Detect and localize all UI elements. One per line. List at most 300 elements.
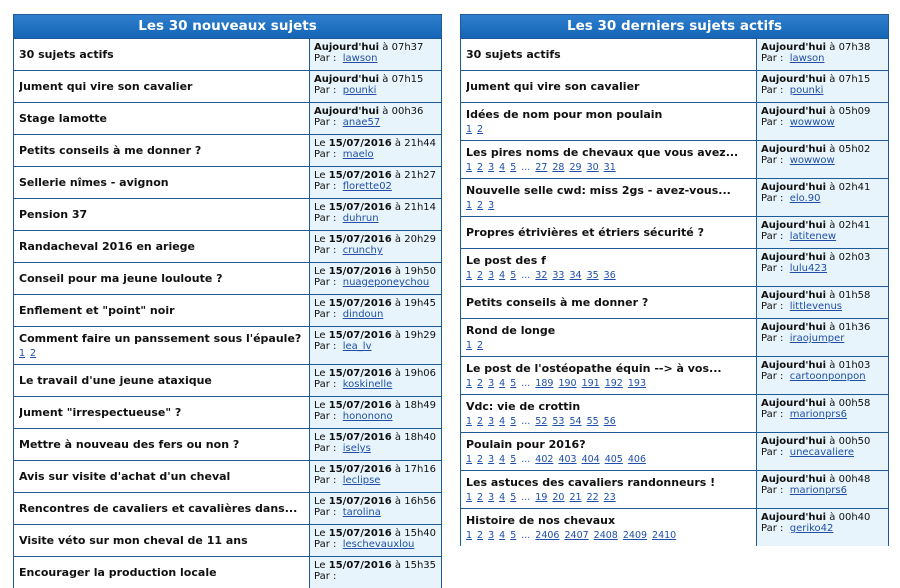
- page-link[interactable]: 56: [603, 416, 616, 427]
- post-time: 07h15: [391, 74, 424, 85]
- topic-cell: [461, 509, 757, 546]
- page-link[interactable]: 55: [586, 416, 599, 427]
- topic-title-link[interactable]: 30 sujets actifs: [466, 48, 561, 61]
- topic-cell: [14, 557, 310, 588]
- topic-row: [14, 460, 441, 492]
- author-link[interactable]: florette02: [342, 181, 392, 192]
- author-link[interactable]: iraojumper: [789, 333, 845, 344]
- at-label: à: [394, 400, 402, 411]
- post-time: 07h15: [838, 74, 871, 85]
- topic-title-link[interactable]: Stage lamotte: [19, 112, 107, 125]
- topic-cell: [14, 397, 310, 428]
- page-link[interactable]: 404: [581, 454, 600, 465]
- post-time: 15h35: [404, 560, 437, 571]
- last-post-info: [310, 263, 441, 294]
- last-post-date: [314, 464, 441, 475]
- topic-pagination: [466, 340, 751, 351]
- topic-cell: [461, 179, 757, 216]
- post-day: Aujourd'hui: [761, 436, 827, 447]
- last-post-info: [757, 433, 888, 470]
- topic-cell: [461, 249, 757, 286]
- last-post-author: [314, 309, 441, 320]
- page-link[interactable]: 3: [488, 492, 495, 503]
- page-link[interactable]: 4: [499, 530, 506, 541]
- author-link[interactable]: leclipse: [342, 475, 381, 486]
- topic-pagination: [466, 378, 751, 389]
- last-post-date: [761, 220, 888, 231]
- topic-pagination: [466, 270, 751, 281]
- last-post-date: [314, 170, 441, 181]
- last-post-date: [314, 560, 441, 571]
- post-time: 17h16: [404, 464, 437, 475]
- post-time: 21h14: [404, 202, 437, 213]
- last-post-author: [761, 333, 888, 344]
- post-day: Aujourd'hui: [761, 360, 827, 371]
- page-link[interactable]: 53: [552, 416, 565, 427]
- topic-title-link[interactable]: Pension 37: [19, 208, 88, 221]
- author-link[interactable]: wowwow: [789, 117, 835, 128]
- author-link[interactable]: lulu423: [789, 263, 828, 274]
- last-post-date: [314, 400, 441, 411]
- page-link[interactable]: 3: [488, 416, 495, 427]
- by-label: Par :: [761, 53, 784, 64]
- page-link[interactable]: 4: [499, 162, 506, 173]
- topic-cell: [461, 433, 757, 470]
- topic-cell: [461, 217, 757, 248]
- last-post-info: [310, 327, 441, 364]
- by-label: Par :: [761, 231, 784, 242]
- author-link[interactable]: lawson: [342, 53, 378, 64]
- page-link[interactable]: 1: [466, 162, 473, 173]
- topic-row: [14, 556, 441, 588]
- topic-cell: [14, 71, 310, 102]
- topic-title-link[interactable]: Petits conseils à me donner ?: [19, 144, 202, 157]
- page-link[interactable]: 5: [510, 492, 517, 503]
- last-post-info: [310, 557, 441, 588]
- at-label: à: [394, 432, 402, 443]
- post-time: 01h36: [838, 322, 871, 333]
- author-link[interactable]: unecavaliere: [789, 447, 854, 458]
- date-prefix: Le: [314, 266, 326, 277]
- author-link[interactable]: latitenew: [789, 231, 837, 242]
- page-link[interactable]: 2: [477, 530, 484, 541]
- new-topics-panel: [13, 14, 442, 588]
- by-label: Par :: [761, 155, 784, 166]
- page-link[interactable]: 3: [488, 454, 495, 465]
- page-link[interactable]: 406: [627, 454, 646, 465]
- post-time: 02h03: [838, 252, 871, 263]
- by-label: Par :: [761, 301, 784, 312]
- last-post-author: [314, 411, 441, 422]
- page-link[interactable]: 193: [627, 378, 646, 389]
- page-link[interactable]: 2: [477, 416, 484, 427]
- page-link[interactable]: 190: [558, 378, 577, 389]
- page-link[interactable]: 4: [499, 454, 506, 465]
- last-post-date: [761, 290, 888, 301]
- post-day: 15/07/2016: [328, 464, 392, 475]
- page-link[interactable]: 4: [499, 492, 506, 503]
- by-label: Par :: [761, 263, 784, 274]
- last-post-date: [761, 144, 888, 155]
- page-link[interactable]: 23: [603, 492, 616, 503]
- author-link[interactable]: duhrun: [342, 213, 379, 224]
- author-link[interactable]: lea_lv: [342, 341, 372, 352]
- author-link[interactable]: lawson: [789, 53, 825, 64]
- page-link[interactable]: 2: [477, 378, 484, 389]
- last-post-date: [314, 432, 441, 443]
- page-link[interactable]: 191: [581, 378, 600, 389]
- page-link[interactable]: 1: [466, 454, 473, 465]
- page-link[interactable]: 3: [488, 200, 495, 211]
- last-post-author: [314, 277, 441, 288]
- page-link[interactable]: 2: [477, 162, 484, 173]
- new-topics-list: [14, 38, 441, 588]
- page-link[interactable]: 1: [466, 270, 473, 281]
- author-link[interactable]: marionprs6: [789, 485, 847, 496]
- at-label: à: [394, 138, 402, 149]
- topic-row: [14, 262, 441, 294]
- last-post-date: [314, 42, 441, 53]
- by-label: Par :: [761, 485, 784, 496]
- topic-title-link[interactable]: Jument qui vire son cavalier: [19, 80, 193, 93]
- topic-row: [14, 38, 441, 70]
- by-label: Par :: [314, 475, 337, 486]
- at-label: à: [394, 528, 402, 539]
- author-link[interactable]: marionprs6: [789, 409, 847, 420]
- last-post-info: [757, 287, 888, 318]
- topic-cell: [461, 141, 757, 178]
- post-day: Aujourd'hui: [761, 474, 827, 485]
- post-day: 15/07/2016: [328, 234, 392, 245]
- last-post-date: [314, 106, 441, 117]
- last-post-author: [761, 371, 888, 382]
- topic-title-link[interactable]: Visite véto sur mon cheval de 11 ans: [19, 534, 248, 547]
- post-day: 15/07/2016: [328, 368, 392, 379]
- at-label: à: [394, 170, 402, 181]
- page-link[interactable]: 5: [510, 530, 517, 541]
- post-day: 15/07/2016: [328, 138, 392, 149]
- topic-title-link[interactable]: Les astuces des cavaliers randonneurs !: [466, 476, 716, 489]
- active-topics-panel: [460, 14, 889, 546]
- topic-title-link[interactable]: Avis sur visite d'achat d'un cheval: [19, 470, 231, 483]
- at-label: à: [394, 464, 402, 475]
- topic-row: [461, 470, 888, 508]
- page-link[interactable]: 1: [466, 378, 473, 389]
- page-link[interactable]: 403: [558, 454, 577, 465]
- page-link[interactable]: 2406: [535, 530, 560, 541]
- at-label: à: [829, 252, 836, 263]
- date-prefix: Le: [314, 138, 326, 149]
- last-post-date: [761, 252, 888, 263]
- topic-title-link[interactable]: Poulain pour 2016?: [466, 438, 586, 451]
- by-label: Par :: [761, 409, 784, 420]
- author-link[interactable]: tarolina: [342, 507, 381, 518]
- page-link[interactable]: 2409: [622, 530, 648, 541]
- topic-cell: [14, 461, 310, 492]
- last-post-info: [757, 509, 888, 546]
- last-post-author: [314, 571, 441, 582]
- post-time: 02h41: [838, 182, 871, 193]
- page-link[interactable]: 1: [466, 492, 473, 503]
- topic-title-link[interactable]: Nouvelle selle cwd: miss 2gs - avez-vous...: [466, 184, 731, 197]
- last-post-info: [757, 395, 888, 432]
- pagination-ellipsis: ...: [521, 270, 531, 281]
- page-link[interactable]: 1: [466, 124, 473, 135]
- post-day: Aujourd'hui: [314, 74, 380, 85]
- topic-cell: [14, 493, 310, 524]
- topic-cell: [14, 263, 310, 294]
- page-link[interactable]: 27: [535, 162, 548, 173]
- page-link[interactable]: 4: [499, 416, 506, 427]
- author-link[interactable]: maelo: [342, 149, 374, 160]
- topic-pagination: [466, 492, 751, 503]
- author-link[interactable]: elo.90: [789, 193, 821, 204]
- by-label: Par :: [314, 213, 337, 224]
- page-link[interactable]: 20: [552, 492, 565, 503]
- page-link[interactable]: 2: [30, 348, 37, 359]
- post-day: Aujourd'hui: [761, 182, 827, 193]
- page-link[interactable]: 192: [604, 378, 623, 389]
- post-day: Aujourd'hui: [761, 290, 827, 301]
- topic-row: [461, 216, 888, 248]
- page-link[interactable]: 5: [510, 416, 517, 427]
- author-link[interactable]: littlevenus: [789, 301, 843, 312]
- page-link[interactable]: 3: [488, 162, 495, 173]
- page-link[interactable]: 54: [569, 416, 582, 427]
- page-link[interactable]: 2: [477, 124, 484, 135]
- author-link[interactable]: geriko42: [789, 523, 834, 534]
- author-link[interactable]: koskinelle: [342, 379, 393, 390]
- by-label: Par :: [314, 277, 337, 288]
- topic-row: [14, 230, 441, 262]
- post-day: Aujourd'hui: [314, 106, 380, 117]
- at-label: à: [394, 298, 402, 309]
- last-post-info: [757, 217, 888, 248]
- topic-row: [14, 428, 441, 460]
- page-link[interactable]: 2407: [564, 530, 589, 541]
- last-post-author: [761, 409, 888, 420]
- author-link[interactable]: iselys: [342, 443, 371, 454]
- last-post-author: [314, 181, 441, 192]
- page-link[interactable]: 3: [488, 530, 495, 541]
- last-post-author: [761, 523, 888, 534]
- page-link[interactable]: 34: [569, 270, 582, 281]
- last-post-date: [314, 368, 441, 379]
- page-link[interactable]: 52: [535, 416, 548, 427]
- last-post-author: [314, 53, 441, 64]
- topic-title-link[interactable]: Le post des f: [466, 254, 546, 267]
- topic-title-link[interactable]: 30 sujets actifs: [19, 48, 114, 61]
- topic-cell: [461, 357, 757, 394]
- post-day: 15/07/2016: [328, 298, 392, 309]
- topic-title-link[interactable]: Propres étrivières et étriers sécurité ?: [466, 226, 704, 239]
- topic-row: [461, 248, 888, 286]
- topic-title-link[interactable]: Jument qui vire son cavalier: [466, 80, 640, 93]
- last-post-author: [314, 539, 441, 550]
- page-link[interactable]: 35: [586, 270, 599, 281]
- last-post-date: [761, 322, 888, 333]
- by-label: Par :: [314, 341, 337, 352]
- topic-title-link[interactable]: Les pires noms de chevaux que vous avez...: [466, 146, 739, 159]
- last-post-author: [314, 443, 441, 454]
- page-link[interactable]: 4: [499, 270, 506, 281]
- topic-title-link[interactable]: Vdc: vie de crottin: [466, 400, 581, 413]
- last-post-author: [314, 379, 441, 390]
- page-link[interactable]: 1: [466, 416, 473, 427]
- page-link[interactable]: 1: [466, 340, 473, 351]
- topic-title-link[interactable]: Rencontres de cavaliers et cavalières dans...: [19, 502, 298, 515]
- page-link[interactable]: 5: [510, 162, 517, 173]
- post-time: 05h02: [838, 144, 871, 155]
- author-link[interactable]: wowwow: [789, 155, 835, 166]
- at-label: à: [394, 368, 402, 379]
- topic-cell: [461, 287, 757, 318]
- page-link[interactable]: 33: [552, 270, 565, 281]
- topic-title-link[interactable]: Encourager la production locale: [19, 566, 217, 579]
- page-link[interactable]: 5: [510, 270, 517, 281]
- topic-pagination: [466, 124, 751, 135]
- page-link[interactable]: 19: [535, 492, 548, 503]
- at-label: à: [829, 144, 836, 155]
- topic-title-link[interactable]: Mettre à nouveau des fers ou non ?: [19, 438, 240, 451]
- post-time: 07h38: [838, 42, 871, 53]
- new-topics-header: Les 30 nouveaux sujets: [14, 15, 441, 38]
- page-link[interactable]: 2: [477, 200, 484, 211]
- last-post-info: [310, 167, 441, 198]
- topic-row: [14, 396, 441, 428]
- topic-title-link[interactable]: Idées de nom pour mon poulain: [466, 108, 663, 121]
- at-label: à: [382, 74, 389, 85]
- author-link[interactable]: cartoonponpon: [789, 371, 866, 382]
- at-label: à: [394, 202, 402, 213]
- date-prefix: Le: [314, 528, 326, 539]
- page-link[interactable]: 405: [604, 454, 623, 465]
- page-link[interactable]: 4: [499, 378, 506, 389]
- topic-title-link[interactable]: Le travail d'une jeune ataxique: [19, 374, 212, 387]
- by-label: Par :: [761, 117, 784, 128]
- post-day: 15/07/2016: [328, 432, 392, 443]
- by-label: Par :: [314, 181, 337, 192]
- topic-title-link[interactable]: Randacheval 2016 en ariege: [19, 240, 196, 253]
- page-link[interactable]: 189: [535, 378, 554, 389]
- author-link[interactable]: nuageponeychou: [342, 277, 430, 288]
- page-link[interactable]: 1: [19, 348, 26, 359]
- page-link[interactable]: 21: [569, 492, 582, 503]
- author-link[interactable]: anae57: [342, 117, 381, 128]
- post-day: Aujourd'hui: [761, 398, 827, 409]
- page-link[interactable]: 1: [466, 530, 473, 541]
- at-label: à: [382, 42, 389, 53]
- last-post-info: [310, 295, 441, 326]
- date-prefix: Le: [314, 170, 326, 181]
- topic-row: [461, 140, 888, 178]
- last-post-info: [310, 397, 441, 428]
- post-day: 15/07/2016: [328, 330, 392, 341]
- post-day: Aujourd'hui: [761, 512, 827, 523]
- last-post-author: [314, 117, 441, 128]
- post-time: 00h58: [838, 398, 871, 409]
- author-link[interactable]: crunchy: [342, 245, 383, 256]
- topic-title-link[interactable]: Rond de longe: [466, 324, 556, 337]
- last-post-info: [757, 179, 888, 216]
- by-label: Par :: [761, 333, 784, 344]
- topic-title-link[interactable]: Conseil pour ma jeune louloute ?: [19, 272, 223, 285]
- post-time: 18h40: [404, 432, 437, 443]
- topic-title-link[interactable]: Le post de l'ostéopathe équin --> à vos...: [466, 362, 722, 375]
- last-post-info: [310, 429, 441, 460]
- topic-title-link[interactable]: Sellerie nîmes - avignon: [19, 176, 169, 189]
- page-link[interactable]: 5: [510, 454, 517, 465]
- page-link[interactable]: 28: [552, 162, 565, 173]
- author-link[interactable]: hononono: [342, 411, 393, 422]
- page-link[interactable]: 2: [477, 454, 484, 465]
- page-link[interactable]: 5: [510, 378, 517, 389]
- page-link[interactable]: 2410: [652, 530, 677, 541]
- page-link[interactable]: 29: [569, 162, 582, 173]
- last-post-date: [314, 234, 441, 245]
- page-link[interactable]: 32: [535, 270, 548, 281]
- last-post-info: [757, 249, 888, 286]
- pagination-ellipsis: ...: [521, 162, 531, 173]
- topic-title-link[interactable]: Histoire de nos chevaux: [466, 514, 616, 527]
- page-link[interactable]: 31: [603, 162, 616, 173]
- topic-title-link[interactable]: Comment faire un panssement sous l'épaule?: [19, 332, 302, 345]
- page-link[interactable]: 1: [466, 200, 473, 211]
- last-post-info: [310, 493, 441, 524]
- post-time: 15h40: [404, 528, 437, 539]
- last-post-author: [761, 53, 888, 64]
- last-post-author: [314, 85, 441, 96]
- pagination-ellipsis: ...: [521, 492, 531, 503]
- topic-title-link[interactable]: Petits conseils à me donner ?: [466, 296, 649, 309]
- post-time: 19h45: [404, 298, 437, 309]
- last-post-date: [314, 202, 441, 213]
- last-post-info: [757, 71, 888, 102]
- topic-title-link[interactable]: Jument "irrespectueuse" ?: [19, 406, 182, 419]
- active-topics-header: Les 30 derniers sujets actifs: [461, 15, 888, 38]
- post-time: 07h37: [391, 42, 424, 53]
- last-post-date: [761, 512, 888, 523]
- page-link[interactable]: 3: [488, 378, 495, 389]
- page-link[interactable]: 36: [603, 270, 616, 281]
- by-label: Par :: [314, 443, 337, 454]
- author-link[interactable]: pounki: [789, 85, 824, 96]
- page-link[interactable]: 22: [586, 492, 599, 503]
- author-link[interactable]: pounki: [342, 85, 377, 96]
- page-link[interactable]: 2: [477, 270, 484, 281]
- author-link[interactable]: dindoun: [342, 309, 384, 320]
- date-prefix: Le: [314, 330, 326, 341]
- page-link[interactable]: 2: [477, 492, 484, 503]
- author-link[interactable]: leschevauxlou: [342, 539, 415, 550]
- post-day: 15/07/2016: [328, 560, 392, 571]
- page-link[interactable]: 3: [488, 270, 495, 281]
- last-post-info: [310, 39, 441, 70]
- topic-pagination: [466, 200, 751, 211]
- topic-cell: [14, 167, 310, 198]
- last-post-info: [310, 461, 441, 492]
- post-day: Aujourd'hui: [761, 252, 827, 263]
- page-link[interactable]: 30: [586, 162, 599, 173]
- page-link[interactable]: 2408: [593, 530, 618, 541]
- post-time: 02h41: [838, 220, 871, 231]
- page-link[interactable]: 402: [535, 454, 554, 465]
- page-link[interactable]: 2: [477, 340, 484, 351]
- topic-cell: [14, 39, 310, 70]
- topic-title-link[interactable]: Enflement et "point" noir: [19, 304, 175, 317]
- topic-cell: [461, 319, 757, 356]
- topic-pagination: [466, 530, 751, 541]
